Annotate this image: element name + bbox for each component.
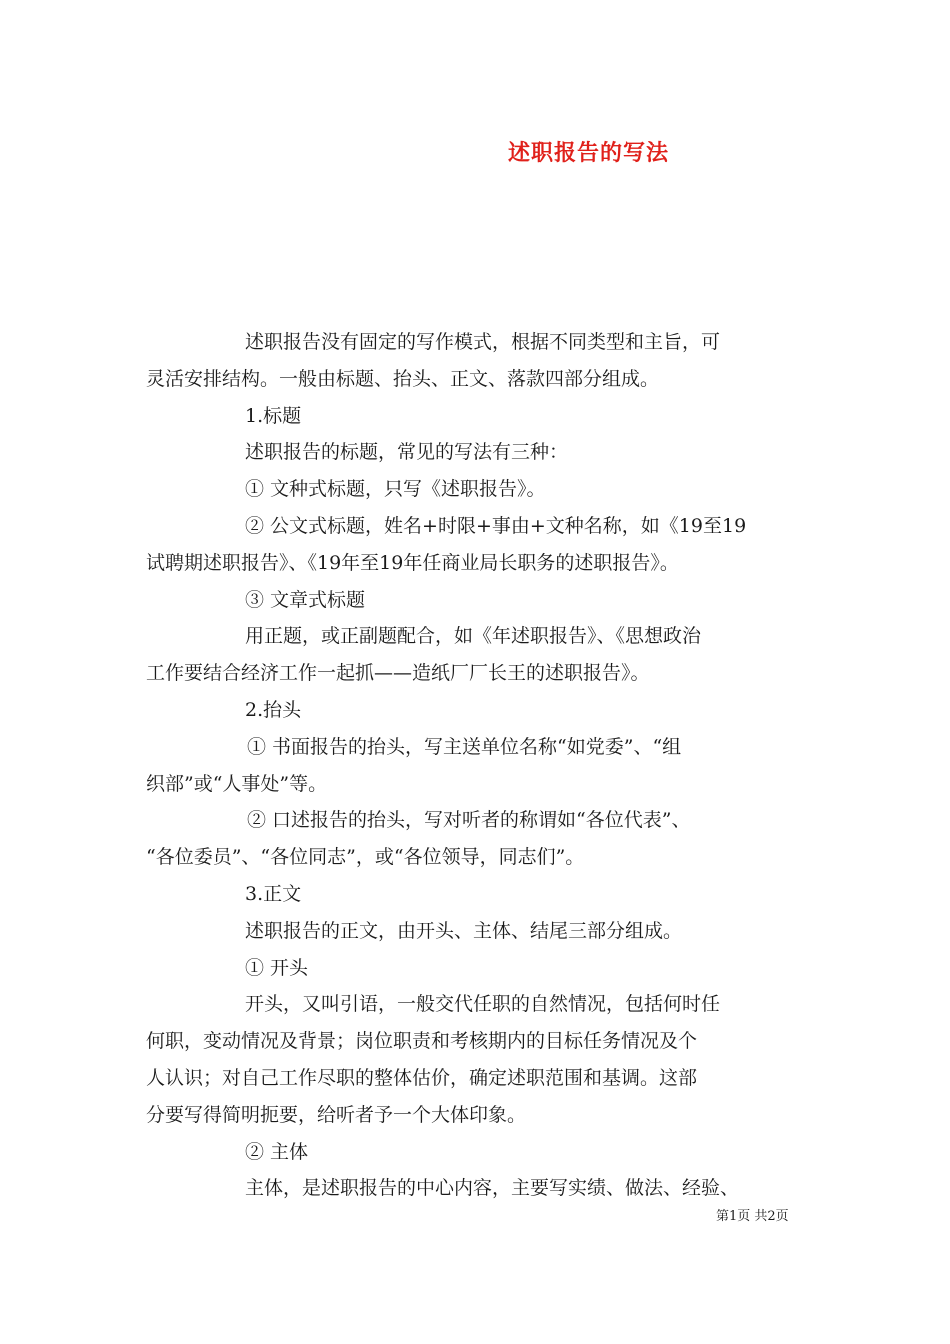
paragraph-line: 何职，变动情况及背景；岗位职责和考核期内的目标任务情况及个 <box>146 1030 698 1053</box>
paragraph-line: “各位委员”、“各位同志”，或“各位领导，同志们”。 <box>146 846 585 869</box>
paragraph-line: 人认识；对自己工作尽职的整体估价，确定述职范围和基调。这部 <box>146 1066 698 1089</box>
paragraph-line: 开头，又叫引语，一般交代任职的自然情况，包括何时任 <box>245 993 721 1016</box>
paragraph-line: 述职报告的标题，常见的写法有三种： <box>245 441 569 464</box>
document-body <box>146 324 810 1207</box>
paragraph-line: 述职报告没有固定的写作模式，根据不同类型和主旨，可 <box>245 331 721 353</box>
section-heading: 2.抬头 <box>245 698 302 721</box>
list-item: ② 主体 <box>245 1140 309 1163</box>
section-heading: 1.标题 <box>245 404 302 427</box>
paragraph-line: 主体，是述职报告的中心内容，主要写实绩、做法、经验、 <box>245 1177 740 1200</box>
paragraph-line: 述职报告的正文，由开头、主体、结尾三部分组成。 <box>245 919 683 942</box>
list-item: ① 开头 <box>245 956 309 979</box>
list-item: ③ 文章式标题 <box>245 588 366 611</box>
paragraph-line: 分要写得简明扼要，给听者予一个大体印象。 <box>146 1103 527 1126</box>
list-item: ② 公文式标题，姓名+时限+事由+文种名称，如《19至19 <box>245 514 747 537</box>
paragraph-line: 灵活安排结构。一般由标题、抬头、正文、落款四部分组成。 <box>146 367 660 390</box>
section-heading: 3.正文 <box>245 882 302 905</box>
paragraph-line: 用正题，或正副题配合，如《年述职报告》、《思想政治 <box>245 625 702 648</box>
list-item: ② 口述报告的抬头，写对听者的称谓如“各位代表”、 <box>247 809 691 832</box>
list-item: ① 书面报告的抬头，写主送单位名称“如党委”、“组 <box>247 735 682 758</box>
paragraph-line: 工作要结合经济工作一起抓——造纸厂厂长王的述职报告》。 <box>146 662 650 685</box>
document-title: 述职报告的写法 <box>508 140 670 166</box>
paragraph-line: 织部”或“人事处”等。 <box>146 772 328 795</box>
list-item: ① 文种式标题，只写《述职报告》。 <box>245 478 546 501</box>
page-footer: 第1页 共2页 <box>716 1209 789 1224</box>
paragraph-line: 试聘期述职报告》、《19年至19年任商业局长职务的述职报告》。 <box>146 551 679 574</box>
